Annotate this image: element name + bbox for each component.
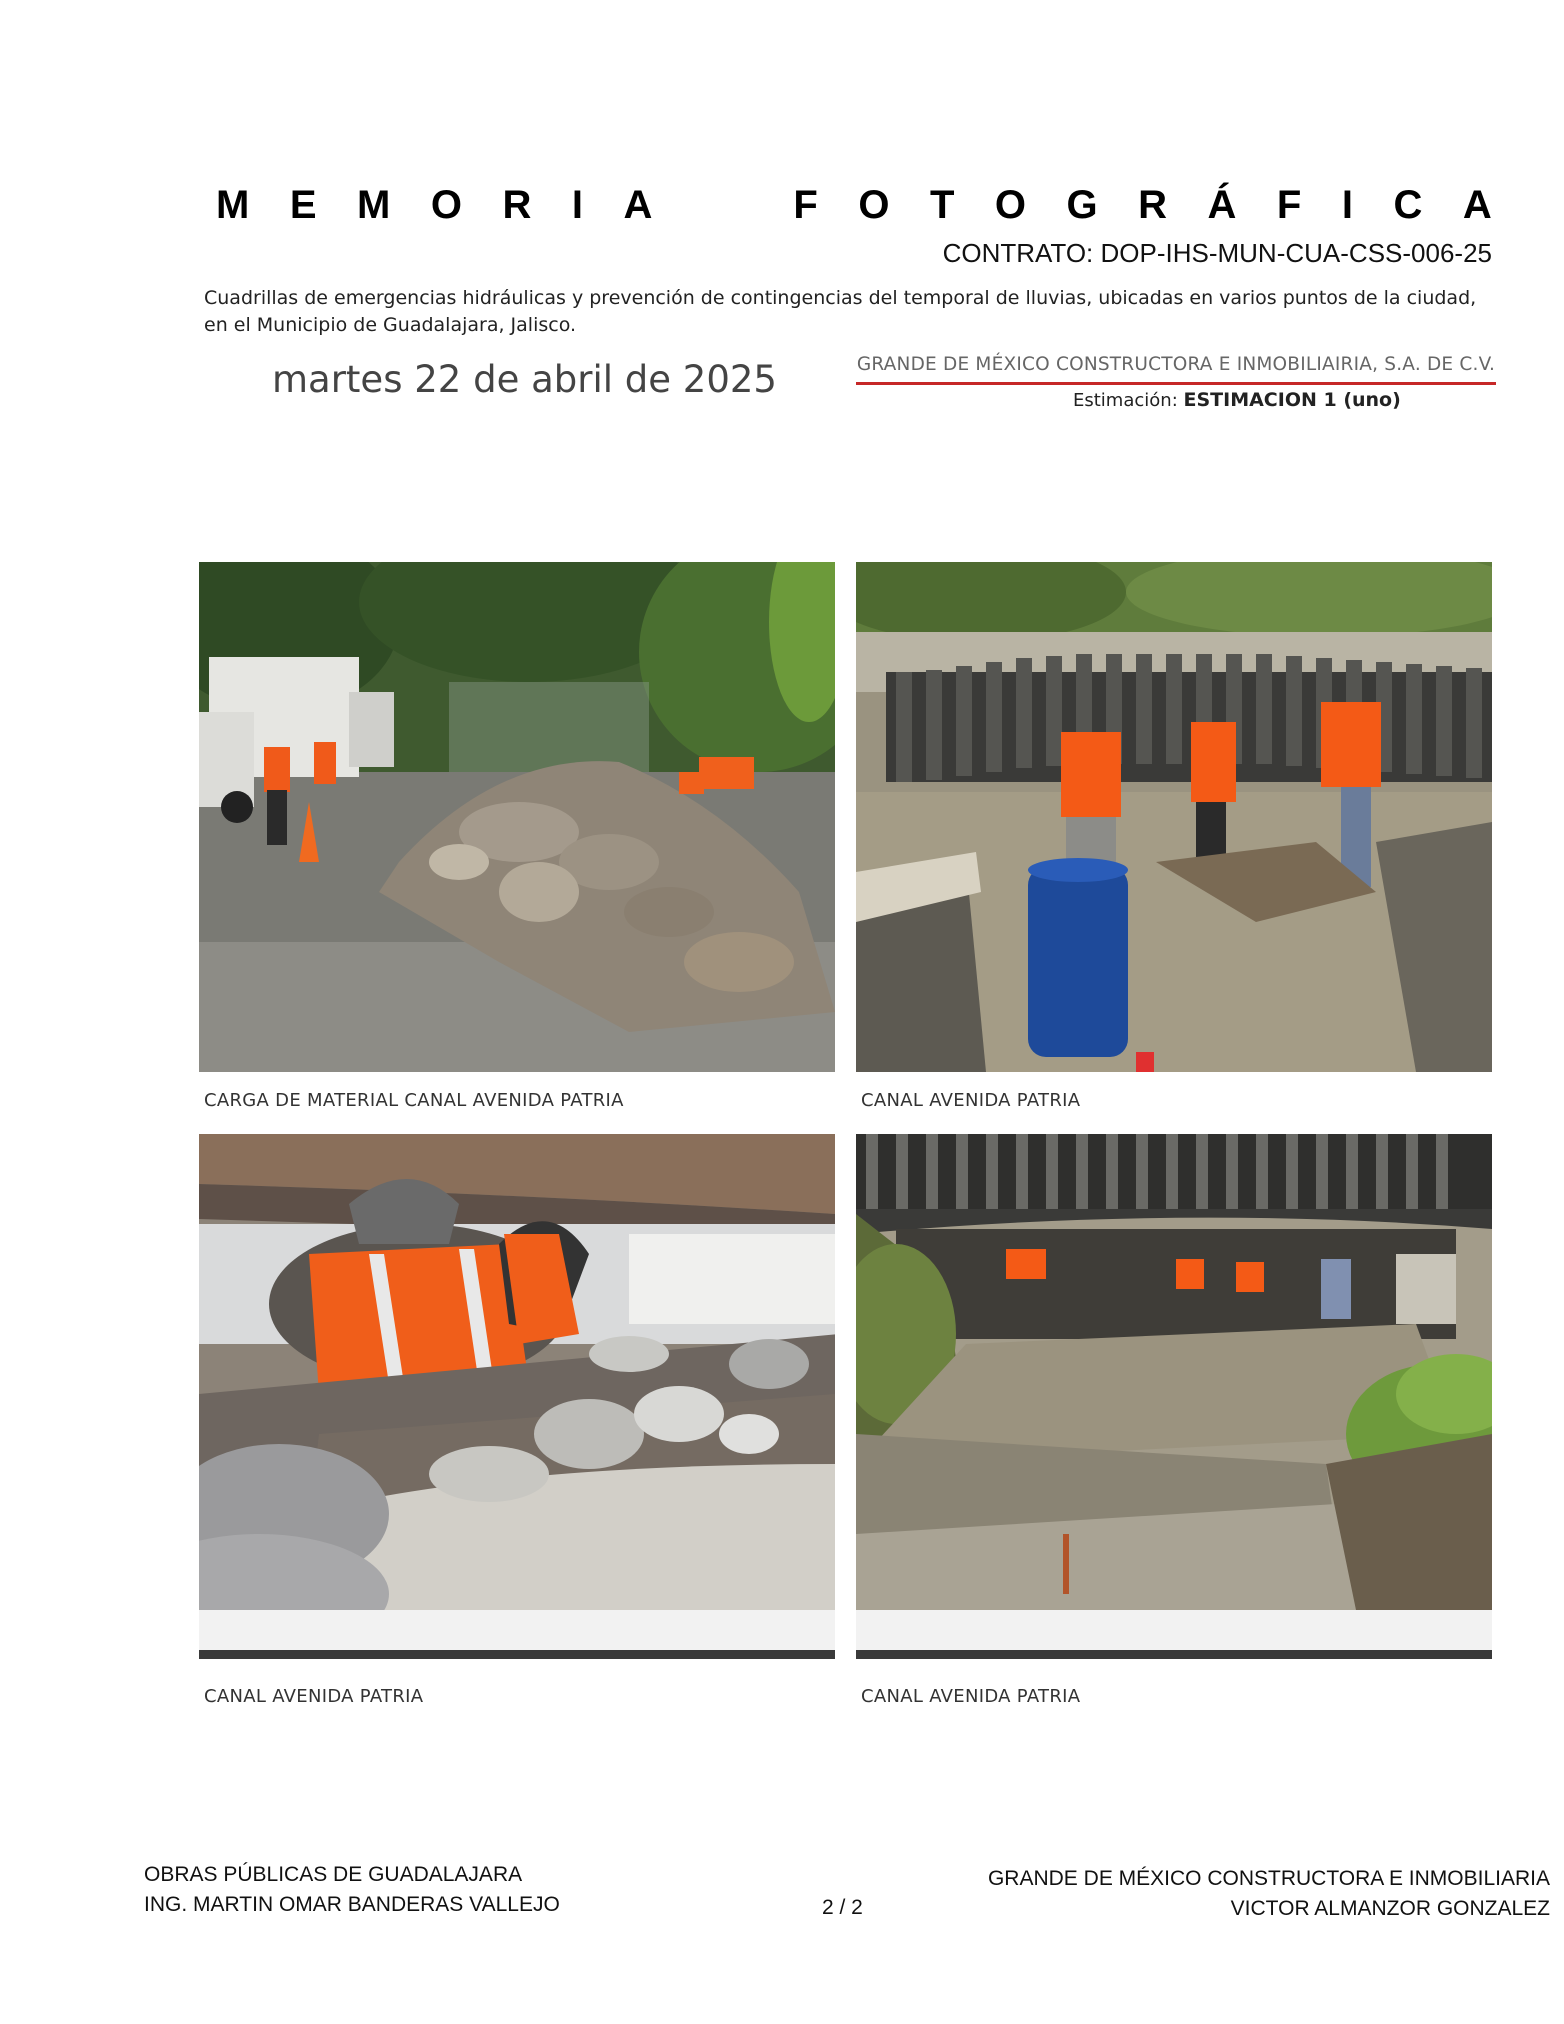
work-description: Cuadrillas de emergencias hidráulicas y prevención de contingencias del temporal de lluvias, ubicadas en varios puntos de la ciudad, en el Municipio de Guadalajara, Jalisco. [204, 287, 1477, 336]
title-letter: O [430, 182, 462, 227]
photo-1-material-loading [199, 562, 835, 1072]
title-letter: R [502, 182, 532, 227]
title-letter: C [1393, 182, 1423, 227]
footer-right-entity: GRANDE DE MÉXICO CONSTRUCTORA E INMOBILIARIA [987, 1867, 1550, 1890]
photo-2-image [856, 562, 1492, 1072]
title-letter: R [1138, 182, 1168, 227]
footer-left-entity: OBRAS PÚBLICAS DE GUADALAJARA [144, 1863, 523, 1886]
photo-3-under-bridge [199, 1134, 835, 1610]
title-letter: Á [1207, 182, 1237, 227]
page-title [216, 175, 1492, 235]
estimation-label: Estimación: [1073, 390, 1178, 411]
company-name: GRANDE DE MÉXICO CONSTRUCTORA E INMOBILIAIRIA, S.A. DE C.V. [856, 354, 1496, 375]
footer-left [144, 1860, 560, 1920]
title-letter: E [289, 182, 317, 227]
photo-4-blank-strip [856, 1610, 1492, 1650]
title-letter: A [1462, 182, 1492, 227]
footer-left-signer: ING. MARTIN OMAR BANDERAS VALLEJO [144, 1893, 560, 1916]
contract-number: CONTRATO: DOP-IHS-MUN-CUA-CSS-006-25 [942, 238, 1492, 268]
photo-4-bottom-bar [856, 1650, 1492, 1659]
title-letter: I [571, 182, 583, 227]
photo-3-image [199, 1134, 835, 1610]
estimation-value: ESTIMACION 1 (uno) [1183, 389, 1401, 411]
photo-2-caption: CANAL AVENIDA PATRIA [861, 1090, 1081, 1111]
footer-right-signer: VICTOR ALMANZOR GONZALEZ [1230, 1897, 1550, 1920]
title-letter: O [994, 182, 1026, 227]
footer-right [988, 1864, 1550, 1924]
title-letter: M [216, 182, 250, 227]
title-letter: G [1066, 182, 1098, 227]
title-letter: O [858, 182, 890, 227]
title-letter: T [929, 182, 955, 227]
title-letter: I [1341, 182, 1353, 227]
photo-1-image [199, 562, 835, 1072]
estimation [1073, 389, 1401, 411]
photo-3-blank-strip [199, 1610, 835, 1650]
title-letter: M [357, 182, 391, 227]
title-letter: F [1276, 182, 1302, 227]
title-letter: F [793, 182, 818, 227]
report-date: martes 22 de abril de 2025 [272, 358, 777, 401]
photo-3-bottom-bar [199, 1650, 835, 1659]
page-number: 2 / 2 [822, 1896, 863, 1919]
photo-4-caption: CANAL AVENIDA PATRIA [861, 1686, 1081, 1707]
photo-3-caption: CANAL AVENIDA PATRIA [204, 1686, 424, 1707]
photo-4-canal-wide [856, 1134, 1492, 1610]
photo-2-canal-work [856, 562, 1492, 1072]
title-letter: A [623, 182, 653, 227]
photo-1-caption: CARGA DE MATERIAL CANAL AVENIDA PATRIA [204, 1090, 624, 1111]
company-underline [856, 382, 1496, 385]
photo-4-image [856, 1134, 1492, 1610]
